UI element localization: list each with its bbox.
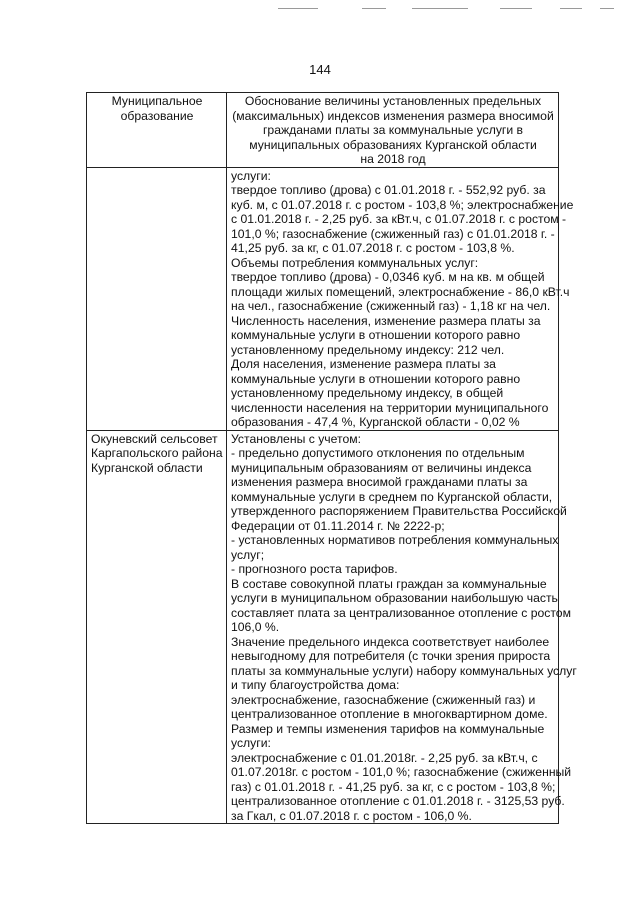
municipality-cell [87, 430, 227, 824]
text-line: муниципальным образованиям от величины индекса [231, 460, 532, 475]
text-line: Курганской области [91, 460, 203, 475]
text-line: Доля населения, изменение размера платы за [231, 357, 496, 371]
text-line: услуги: [231, 168, 271, 183]
text-line: электроснабжение, газоснабжение (сжиженный газ) и [231, 692, 536, 707]
text-line: коммунальные услуги в отношении которого равно [231, 371, 521, 386]
text-line: образование [120, 108, 194, 123]
text-line: Значение предельного индекса соответствует наиболее [231, 634, 550, 649]
text-line: - предельно допустимого отклонения по отдельным [231, 446, 525, 460]
page-number: 144 [309, 62, 331, 77]
scan-artifact [362, 8, 386, 9]
text-line: гражданами платы за коммунальные услуги в [262, 123, 524, 137]
municipality-cell [87, 167, 227, 430]
text-line: площади жилых помещений, электроснабжение - 86,0 кВт.ч [231, 284, 570, 299]
text-line: с 01.01.2018 г. - 2,25 руб. за кВт.ч, с 01.07.2018 г. с ростом - [231, 212, 567, 226]
scan-artifact [560, 8, 582, 9]
text-line: 106,0 %. [231, 620, 280, 634]
text-line: и типу благоустройства дома: [231, 678, 400, 692]
text-line: Обоснование величины установленных предельных [244, 94, 542, 108]
header-justification [227, 93, 559, 168]
text-line: услуги: [231, 736, 271, 750]
table-row [87, 167, 559, 430]
text-line: газ) с 01.01.2018 г. - 41,25 руб. за кг, с с ростом - 103,8 %; [231, 779, 556, 794]
text-line: 101,0 %; газоснабжение (сжиженный газ) с 01.01.2018 г. - [231, 226, 555, 241]
text-line: Численность населения, изменение размера платы за [231, 313, 541, 328]
justification-cell [227, 430, 577, 824]
text-line: коммунальные услуги в среднем по Курганской области, [231, 489, 553, 504]
text-line: Размер и темпы изменения тарифов на коммунальные [231, 721, 545, 736]
text-line: В составе совокупной платы граждан за коммунальные [231, 576, 547, 591]
text-line: Объемы потребления коммунальных услуг: [231, 255, 479, 270]
text-line: (максимальных) индексов изменения размера вносимой [232, 108, 554, 123]
text-line: - прогнозного роста тарифов. [231, 562, 398, 576]
text-line: установленному предельному индексу, в общей [231, 386, 504, 400]
text-line: коммунальные услуги в отношении которого равно [231, 328, 521, 342]
text-line: централизованное отопление в многоквартирном доме. [231, 707, 548, 721]
tariff-justification-table [86, 92, 577, 824]
text-line: Муниципальное [111, 94, 203, 108]
text-line: установленному предельному индексу: 212 чел. [231, 342, 505, 357]
text-line: услуги в муниципальном образовании наибольшую часть [231, 591, 558, 605]
scan-artifact [412, 8, 468, 9]
justification-cell [227, 167, 574, 430]
text-line: изменения размера вносимой гражданами платы за [231, 475, 528, 489]
text-line: 01.07.2018г. с ростом - 101,0 %; газоснабжение (сжиженный [231, 765, 572, 779]
text-line: - установленных нормативов потребления коммунальных [231, 533, 559, 547]
text-line: Каргапольского района [91, 446, 223, 460]
text-line: твердое топливо (дрова) - 0,0346 куб. м на кв. м общей [231, 270, 545, 284]
text-line: Установлены с учетом: [231, 431, 361, 446]
text-line: Окуневский сельсовет [91, 431, 218, 446]
text-line: электроснабжение с 01.01.2018г. - 2,25 руб. за кВт.ч, с [231, 750, 538, 765]
text-line: образования - 47,4 %, Курганской области - 0,02 % [231, 415, 520, 429]
text-line: составляет плата за централизованное отопление с ростом [231, 605, 571, 620]
scan-artifact [600, 8, 614, 9]
text-line: централизованное отопление с 01.01.2018 г. - 3125,53 руб. [231, 794, 565, 808]
text-line: на чел., газоснабжение (сжиженный газ) - 1,18 кг на чел. [231, 299, 551, 313]
text-line: платы за коммунальные услуги) набору коммунальных услуг [231, 663, 577, 678]
text-line: 41,25 руб. за кг, с 01.07.2018 г. с ростом - 103,8 %. [231, 241, 515, 255]
scan-artifact [278, 8, 318, 9]
text-line: муниципальных образованиях Курганской области [249, 137, 537, 152]
table-row [87, 430, 559, 824]
text-line: численности населения на территории муниципального [231, 400, 549, 415]
text-line: на 2018 год [360, 152, 426, 166]
table-header-row [87, 93, 559, 168]
text-line: за Гкал, с 01.07.2018 г. с ростом - 106,0 %. [231, 808, 472, 823]
header-municipality [87, 93, 227, 168]
scan-artifact [500, 8, 532, 9]
text-line: невыгодному для потребителя (с точки зрения прироста [231, 649, 551, 663]
text-line: Федерации от 01.11.2014 г. № 2222-р; [231, 518, 445, 533]
text-line: услуг; [231, 547, 265, 562]
text-line: куб. м, с 01.07.2018 г. с ростом - 103,8 %; электроснабжение [231, 197, 574, 212]
text-line: твердое топливо (дрова) с 01.01.2018 г. - 552,92 руб. за [231, 183, 546, 197]
text-line: утвержденного распоряжением Правительства Российской [231, 504, 567, 518]
